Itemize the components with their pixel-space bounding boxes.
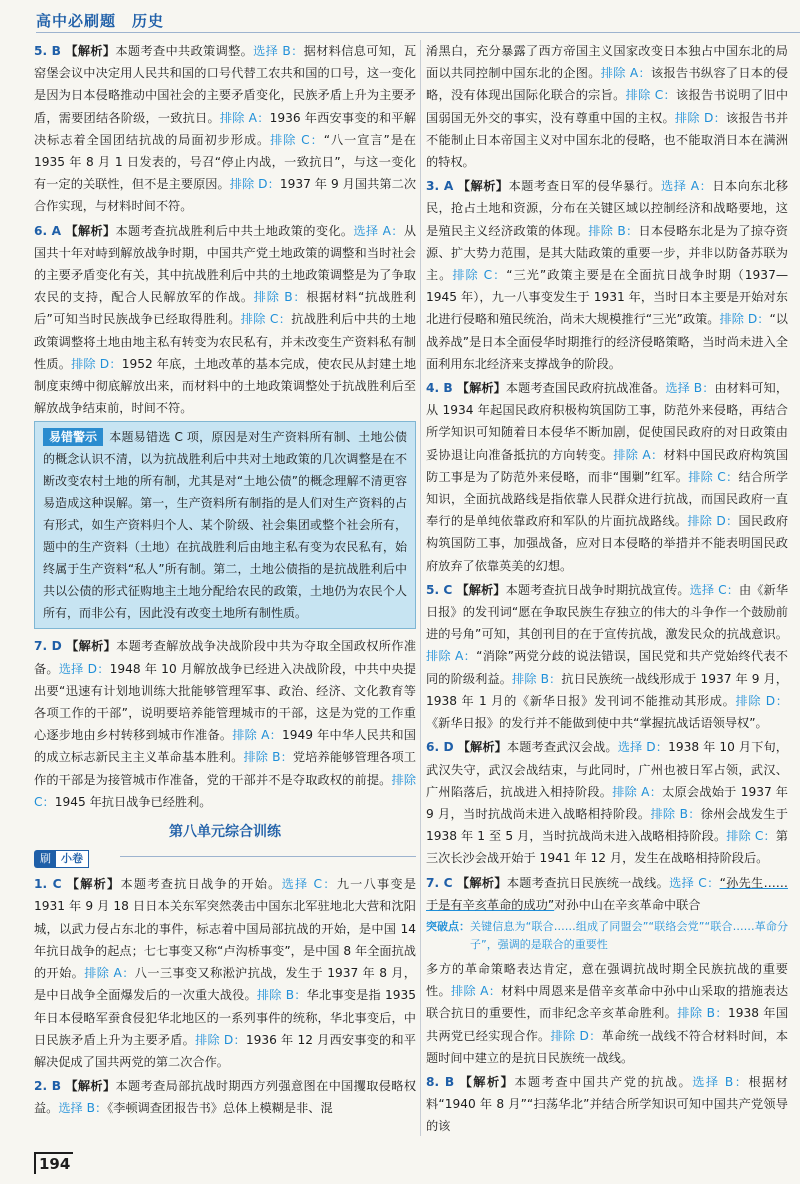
answer-tag: 【解析】 [456,875,507,890]
answer-number: 5. C [426,582,453,597]
explanation-text: 据材料信息可知，瓦窑堡会议中决定用人民共和国的口号代替工农共和国的口号，这一变化是因为日本侵略推动中国社会的主要矛盾变化，民族矛盾上升为主要矛盾，需要团结各阶级，一致抗日。 [34,44,417,125]
explanation-text: 1938 年 10 月下旬，武汉失守，武汉会战结束，与此同时，广州也被日军占领，武汉、广州陷落后，抗战进入相持阶段。 [426,740,788,799]
option-marker: 排除 B： [512,671,562,686]
explanation-text: “消除”两党分歧的说法错误，国民党和共产党始终代表不同的阶级利益。 [426,649,788,686]
explanation-text: 材料中国民政府构筑国防工事是为了防范外来侵略，而非“围剿”红军。 [426,447,789,484]
option-marker: 排除 A： [450,984,502,999]
option-marker: 选择 D： [617,740,669,755]
explanation-text: 国民政府构筑国防工事，加强战备，应对日本侵略的举措并不能表明国民政府放弃了依靠英美的幻想。 [426,514,789,573]
explanation-text: 本题考查抗日战争的开始。 [120,877,282,892]
answer-item-7-right [426,872,788,916]
option-marker: 排除 C： [34,772,417,809]
answer-quote: “孙先生……于是有辛亥革命的成功” [426,875,788,912]
option-marker: 排除 C： [270,132,324,147]
answer-item [34,40,416,218]
option-marker: 排除 B： [256,988,307,1003]
option-marker: 选择 B： [665,381,715,396]
explanation-text: 1936 年 12 月西安事变的和平解决促成了国共两党的第二次合作。 [34,1032,416,1069]
explanation-text: 第三次长沙会战开始于 1941 年 12 月，发生在战略相持阶段后。 [426,829,788,866]
explanation-text: 本题考查中共政策调整。 [115,44,254,58]
explanation-text: 党培养能够管理各项工作的干部是为接管城市作准备，党的干部并不是夺取政权的前提。 [34,750,416,787]
answer-select: 选择 C： [669,875,720,890]
answer-tag: 【解析】 [457,179,509,194]
section-title: 第八单元综合训练 [169,824,281,841]
answer-number: 6. A [34,223,62,238]
explanation-text: 本题考查中国共产党的抗战。 [514,1074,693,1089]
answer-tag: 【解析】 [65,877,121,892]
option-marker: 排除 C： [625,88,677,103]
answer-lead: 本题考查抗日民族统一战线。 [506,875,670,890]
option-marker: 选择 D： [58,661,110,676]
left-answer-list [34,40,416,419]
explanation-text: 日本侵略东北是为了掠夺资源、扩大势力范围，是其大陆政策的重要一步，并非以防备苏联为主。 [426,223,788,283]
option-marker: 选择 B： [253,44,304,58]
answer-tag: 【解析】 [457,740,507,755]
option-marker: 排除 A： [600,66,651,81]
answer-number: 5. B [34,44,61,58]
answer-number: 8. B [426,1074,455,1089]
explanation-text: 抗日民族统一战线形成于 1937 年 9 月，1938 年 1 月的《新华日报》发刊词不能推动其形成。 [426,671,788,708]
answer-tag: 【解析】 [458,1074,515,1089]
option-marker: 排除 B： [588,223,639,238]
answer-item [426,736,788,869]
explanation-text: “以战养战”是日本全面侵华时期推行的经济侵略策略，当时尚未进入全面利用东北经济来支撑战争的阶段。 [426,312,788,371]
option-marker: 排除 D： [71,356,122,371]
option-marker: 排除 C： [240,312,292,327]
error-warning-text: 本题易错选 C 项，原因是对生产资料所有制、土地公债的概念认识不清，以为抗战胜利后中共对土地政策的几次调整是在不断改变农村土地的所有制，尤其是对“土地公债”的概念理解不清更容易造成这种误解。第一，生产资料所有制指的是人们对生产资料的占有形式，如生产资料归个人、某个阶级、社会集团或整个社会所有，题中的生产资料（土地）在抗战胜利后由地主私有变为农民私有，始终属于生产资料“私人”所有制。第二，土地公债指的是抗战胜利后中共以公债的形式征购地主土地分配给农民的政策，土地仍为农民个人所有，而非公有，因此没有改变土地所有制性质。 [43,430,407,621]
explanation-text: 材料中周恩来是借辛亥革命中孙中山采取的措施表达联合抗日的重要性，而非纪念辛亥革命胜利。 [426,984,789,1021]
explanation-text: 本题考查抗战胜利后中共土地政策的变化。 [115,223,354,238]
explanation-text: 由《新华日报》的发刊词“愿在争取民族生存独立的伟大的斗争作一个鼓励前进的号角”可知，其创刊目的在于宣传抗战，激发民众的抗战意识。 [426,582,789,642]
breakthrough-text: 关键信息为“联合……组成了同盟会”“联络会党”“联合……革命分子”，强调的是联合的重要性 [470,919,788,951]
section-badge-a: 刷 [34,850,57,868]
answer-item [34,220,416,420]
answer-number: 1. C [34,877,62,892]
section-badge-b: 小卷 [55,850,89,868]
explanation-text: 华北事变是指 1935 年日本侵略军蚕食侵犯华北地区的一系列事件的统称，华北事变后，中日民族矛盾上升为主要矛盾。 [34,988,416,1047]
answer-item [426,1071,788,1138]
answer-item-7-rest [426,958,788,1069]
answer-number: 4. B [426,381,453,396]
explanation-text: 该报告书并不能制止日本帝国主义对中国东北的侵略，也不能取消日本在满洲的特权。 [426,110,789,170]
answer-number: 2. B [34,1079,61,1094]
breakthrough-label: 突破点： [426,919,470,933]
header-title: 高中必刷题 历史 [36,12,165,30]
option-marker: 排除 B： [677,1006,728,1021]
option-marker: 选择 C： [689,582,740,597]
left-column [34,40,416,1122]
section-badge-rule [120,856,416,857]
option-marker: 排除 D： [195,1032,246,1047]
option-marker: 排除 D： [735,693,788,708]
option-marker: 排除 A： [232,728,282,743]
answer-after-quote: 对孙中山在辛亥革命中联合 [554,897,701,912]
section-answer-list [34,873,416,1119]
explanation-text: 1948 年 10 月解放战争已经进入决战阶段，中共中央提出要“迅速有计划地训练大批能够管理军事、政治、经济、文化教育等各项工作的干部”，说明要培养能管理城市的干部，这是为党的工作重心逐步地由乡村转移到城市作准备。 [34,661,416,743]
explanation-text: 结合所学知识，全面抗战路线是指依靠人民群众进行抗战，而国民政府一直奉行的是单纯依靠政府和军队的片面抗战路线。 [426,469,788,529]
explanation-text: 本题考查武汉会战。 [506,740,618,755]
option-marker: 排除 B： [243,750,293,765]
option-marker: 排除 A： [219,110,270,125]
explanation-text: 1952 年底，土地改革的基本完成，使农民从封建土地制度束缚中彻底解放出来，而材料中的土地政策调整处于抗战胜利后至解放战争结束前，时间不符。 [34,356,417,416]
option-marker: 排除 C： [452,268,507,283]
answer-tag: 【解析】 [64,44,116,58]
answer-item-2-continuation [426,40,788,173]
answer-item-7-left [34,635,416,813]
answer-number: 7. D [34,639,62,654]
right-answer-list [426,175,788,869]
option-marker: 选择 A： [661,179,713,194]
answer-item [426,579,788,734]
answer-tag: 【解析】 [456,381,506,396]
answer-tag: 【解析】 [65,1079,116,1094]
option-marker: 排除 A： [426,649,477,664]
option-marker: 选择 C： [281,877,337,892]
explanation-text: 革命统一战线不符合材料时间，本题时间中建立的是抗日民族统一战线。 [426,1028,789,1065]
explanation-text: 1949 年中华人民共和国的成立标志新民主主义革命基本胜利。 [34,728,416,765]
option-marker: 选择 B： [58,1101,108,1116]
explanation-text: 淆黑白，充分暴露了西方帝国主义国家改变日本独占中国东北的局面以共同控制中国东北的企图。 [426,44,788,81]
explanation-text: 《李顿调查团报告书》总体上模糊是非、混 [107,1101,333,1116]
option-marker: 排除 D： [687,514,739,529]
option-marker: 排除 D： [719,312,770,327]
explanation-text: 本题考查抗日战争时期抗战宣传。 [505,582,690,597]
option-marker: 排除 A： [612,784,663,799]
explanation-text: 太原会战始于 1937 年 9 月，当时抗战尚未进入战略相持阶段。 [426,784,788,821]
explanation-text: 本题考查局部抗战时期西方列强意图在中国攫取侵略权益。 [34,1079,417,1116]
explanation-text: 多方的革命策略表达肯定，意在强调抗战时期全民族抗战的重要性。 [426,961,788,999]
option-marker: 排除 C： [688,469,739,484]
error-warning-box [34,421,416,629]
option-marker: 排除 D： [550,1028,602,1043]
answer-item [426,175,788,375]
explanation-text: 本题考查日军的侵华暴行。 [508,179,661,194]
option-marker: 选择 A： [353,223,404,238]
explanation-text: 《新华日报》的发行并不能做到使中共“掌握抗战话语领导权”。 [426,716,768,731]
explanation-text: 该报告书说明了旧中国弱国无外交的事实，没有尊重中国的主权。 [426,88,789,125]
explanation-text: 1945 年抗日战争已经胜利。 [54,794,212,809]
explanation-text: 根据材料“1940 年 8 月”“扫荡华北”并结合所学知识可知中国共产党领导的该 [426,1074,788,1134]
answer-item-8-right [426,1071,788,1138]
header-rule [36,32,800,33]
option-marker: 排除 A： [613,447,664,462]
option-marker: 选择 B： [692,1074,749,1089]
answer-tag: 【解析】 [65,639,117,654]
option-marker: 排除 B： [650,806,701,821]
explanation-text: 由材料可知，从 1934 年起国民政府积极构筑国防工事，防范外来侵略，再结合所学知识可知随着日本侵华不断加剧，促使国民政府的对日政策由妥协退让向准备抵抗的方向转变。 [426,381,789,462]
answer-item [34,635,416,813]
option-marker: 排除 C： [726,829,776,844]
explanation-text: 从国共十年对峙到解放战争时期，中国共产党土地政策的调整和当时社会的主要矛盾变化有关，其中抗战胜利后中共的土地政策调整是为了争取农民的支持，配合人民解放军的作战。 [34,223,417,305]
page-header [0,0,800,34]
explanation-text: 八一三事变又称淞沪抗战，发生于 1937 年 8 月，是中日战争全面爆发后的一次重大战役。 [34,966,416,1003]
answer-number: 3. A [426,179,454,194]
answer-item [34,1075,416,1119]
section-badge-row [34,847,416,871]
answer-number: 7. C [426,875,453,890]
explanation-text: 该报告书纵容了日本的侵略，没有体现出国际化联合的宗旨。 [426,66,789,103]
explanation-text: 本题考查国民政府抗战准备。 [505,381,666,396]
breakthrough-note [426,918,788,954]
explanation-text: 1938 年国共两党已经实现合作。 [426,1006,789,1043]
option-marker: 排除 A： [84,966,135,981]
explanation-text: 抗战胜利后中共的土地政策调整将土地由地主私有转变为农民私有，并未改变生产资料私有制性质。 [34,312,416,371]
explanation-text: 九一八事变是 1931 年 9 月 18 日日本关东军突然袭击中国东北军驻地北大营和沈阳城，以武力侵占东北的事件，标志着中国局部抗战的开始，是中国 14 年抗日战争的起点；七七事变又称“卢沟桥事变”，是中国 8 年全面抗战的开始。 [34,877,417,981]
option-marker: 排除 B： [253,290,307,305]
explanation-text: “八一宣言”是在 1935 年 8 月 1 日发表的，号召“停止内战，一致抗日”，与这一变化有一定的关联性，但不是主要原因。 [34,132,416,192]
answer-tag: 【解析】 [456,582,506,597]
explanation-text: 徐州会战发生于 1938 年 1 至 5 月，当时抗战尚未进入战略相持阶段。 [426,806,788,844]
option-marker: 排除 D： [229,177,280,192]
explanation-text: 根据材料“抗战胜利后”可知当时民族战争已经取得胜利。 [34,290,416,327]
answer-tag: 【解析】 [65,223,116,238]
explanation-text: 本题考查解放战争决战阶段中共为夺取全国政权所作准备。 [34,639,417,676]
error-warning-label: 易错警示 [43,428,103,446]
column-divider [420,40,421,1136]
answer-item [34,873,416,1073]
explanation-text: 1936 年西安事变的和平解决标志着全国团结抗战的局面初步形成。 [34,110,416,147]
answer-item [426,377,788,577]
option-marker: 排除 D： [674,110,727,125]
answer-number: 6. D [426,740,454,755]
explanation-text: 日本向东北移民，抢占土地和资源，分布在关键区域以控制经济和战略要地，这是殖民主义经济政策的体现。 [426,179,789,238]
explanation-text: 1937 年 9 月国共第二次合作实现，与材料时间不符。 [34,177,417,214]
right-column [426,40,788,1140]
explanation-text: “三光”政策主要是在全面抗日战争时期（1937—1945 年），九一八事变发生于 1931 年，当时日本主要是开始对东北进行侵略和殖民统治，尚未大规模推行“三光”政策。 [426,268,789,327]
page-number: 194 [34,1152,73,1174]
